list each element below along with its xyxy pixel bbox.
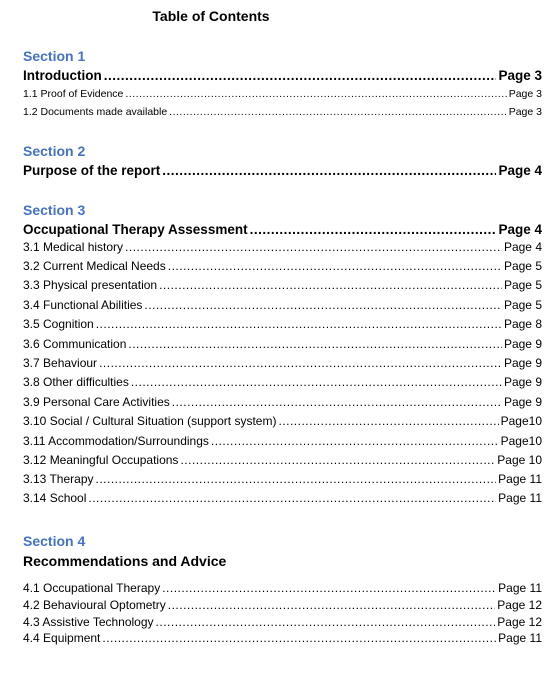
toc-entry-label: Introduction — [23, 68, 102, 83]
toc-entry-label: 3.4 Functional Abilities — [23, 298, 143, 312]
dot-leader — [104, 68, 497, 83]
dot-leader — [180, 453, 495, 467]
dot-leader — [128, 337, 502, 351]
toc-entry-page: Page 8 — [503, 317, 542, 331]
toc-entry-page: Page 5 — [503, 278, 542, 292]
toc-entry-recommendations[interactable]: Recommendations and Advice — [23, 553, 227, 569]
toc-entry-4-2[interactable] — [23, 598, 542, 612]
toc-entry-3-13[interactable] — [23, 472, 542, 486]
toc-entry-label: 3.13 Therapy — [23, 472, 94, 486]
toc-entry-label: 3.11 Accommodation/Surroundings — [23, 434, 209, 448]
dot-leader — [162, 581, 496, 595]
dot-leader — [125, 240, 502, 254]
toc-entry-label: 3.9 Personal Care Activities — [23, 395, 170, 409]
dot-leader — [159, 278, 502, 292]
section-4-heading: Section 4 — [23, 533, 86, 549]
toc-entry-page: Page 11 — [498, 631, 542, 645]
toc-entry-page: Page10 — [500, 414, 542, 428]
toc-entry-3-10[interactable] — [23, 414, 542, 428]
toc-entry-page: Page 11 — [498, 472, 542, 486]
toc-entry-page: Page 5 — [503, 259, 542, 273]
toc-entry-label: 3.14 School — [23, 491, 87, 505]
toc-entry-label: 3.3 Physical presentation — [23, 278, 158, 292]
toc-entry-label: 3.12 Meaningful Occupations — [23, 453, 179, 467]
toc-entry-page: Page 12 — [497, 598, 542, 612]
toc-entry-label: 4.1 Occupational Therapy — [23, 581, 161, 595]
dot-leader — [211, 434, 499, 448]
toc-entry-ot-assessment[interactable] — [23, 222, 542, 237]
toc-entry-label: 3.7 Behaviour — [23, 356, 98, 370]
toc-entry-label: 3.2 Current Medical Needs — [23, 259, 166, 273]
dot-leader — [168, 259, 502, 273]
toc-entry-label: 4.3 Assistive Technology — [23, 615, 154, 629]
toc-entry-page: Page 4 — [503, 240, 542, 254]
dot-leader — [96, 317, 502, 331]
toc-entry-page: Page 9 — [503, 395, 542, 409]
toc-entry-page: Page 12 — [497, 615, 542, 629]
toc-entry-page: Page 9 — [503, 375, 542, 389]
toc-entry-label: 3.8 Other difficulties — [23, 375, 129, 389]
dot-leader — [125, 88, 506, 100]
toc-entry-introduction[interactable] — [23, 68, 542, 83]
toc-entry-label: Occupational Therapy Assessment — [23, 222, 248, 237]
toc-entry-3-14[interactable] — [23, 491, 542, 505]
toc-entry-1-2[interactable] — [23, 106, 542, 118]
toc-entry-page: Page 11 — [498, 581, 542, 595]
dot-leader — [250, 222, 497, 237]
dot-leader — [169, 106, 507, 118]
toc-entry-page: Page 3 — [508, 88, 542, 100]
toc-entry-1-1[interactable] — [23, 88, 542, 100]
dot-leader — [144, 298, 502, 312]
toc-entry-page: Page10 — [500, 434, 542, 448]
toc-entry-3-5[interactable] — [23, 317, 542, 331]
toc-entry-label: 3.5 Cognition — [23, 317, 94, 331]
dot-leader — [88, 491, 496, 505]
toc-entry-label: 3.6 Communication — [23, 337, 127, 351]
toc-entry-label: 4.2 Behavioural Optometry — [23, 598, 166, 612]
dot-leader — [278, 414, 498, 428]
dot-leader — [102, 631, 496, 645]
toc-entry-3-11[interactable] — [23, 434, 542, 448]
toc-entry-3-2[interactable] — [23, 259, 542, 273]
section-1-heading: Section 1 — [23, 48, 86, 64]
toc-entry-page: Page 4 — [498, 163, 542, 178]
dot-leader — [162, 163, 496, 178]
toc-entry-page: Page 9 — [503, 337, 542, 351]
dot-leader — [96, 472, 497, 486]
section-2-heading: Section 2 — [23, 143, 86, 159]
toc-entry-page: Page 10 — [497, 453, 542, 467]
toc-entry-4-1[interactable] — [23, 581, 542, 595]
toc-entry-page: Page 3 — [498, 68, 542, 83]
toc-entry-purpose[interactable] — [23, 163, 542, 178]
toc-entry-page: Page 3 — [508, 106, 542, 118]
toc-entry-label: 3.10 Social / Cultural Situation (support system) — [23, 414, 277, 428]
toc-entry-3-4[interactable] — [23, 298, 542, 312]
toc-entry-label: 1.2 Documents made available — [23, 106, 168, 118]
dot-leader — [172, 395, 502, 409]
toc-entry-page: Page 9 — [503, 356, 542, 370]
toc-entry-3-8[interactable] — [23, 375, 542, 389]
section-3-heading: Section 3 — [23, 202, 86, 218]
toc-entry-4-3[interactable] — [23, 615, 542, 629]
dot-leader — [131, 375, 502, 389]
dot-leader — [156, 615, 496, 629]
dot-leader — [99, 356, 502, 370]
toc-entry-3-1[interactable] — [23, 240, 542, 254]
toc-entry-3-3[interactable] — [23, 278, 542, 292]
toc-entry-label: 4.4 Equipment — [23, 631, 101, 645]
toc-entry-label: 1.1 Proof of Evidence — [23, 88, 124, 100]
toc-entry-page: Page 11 — [498, 491, 542, 505]
toc-entry-label: 3.1 Medical history — [23, 240, 124, 254]
toc-entry-3-9[interactable] — [23, 395, 542, 409]
toc-entry-3-6[interactable] — [23, 337, 542, 351]
toc-entry-label: Purpose of the report — [23, 163, 161, 178]
dot-leader — [168, 598, 496, 612]
toc-entry-3-7[interactable] — [23, 356, 542, 370]
toc-entry-4-4[interactable] — [23, 631, 542, 645]
toc-entry-page: Page 4 — [498, 222, 542, 237]
page-title: Table of Contents — [152, 8, 270, 24]
toc-entry-page: Page 5 — [503, 298, 542, 312]
toc-entry-3-12[interactable] — [23, 453, 542, 467]
